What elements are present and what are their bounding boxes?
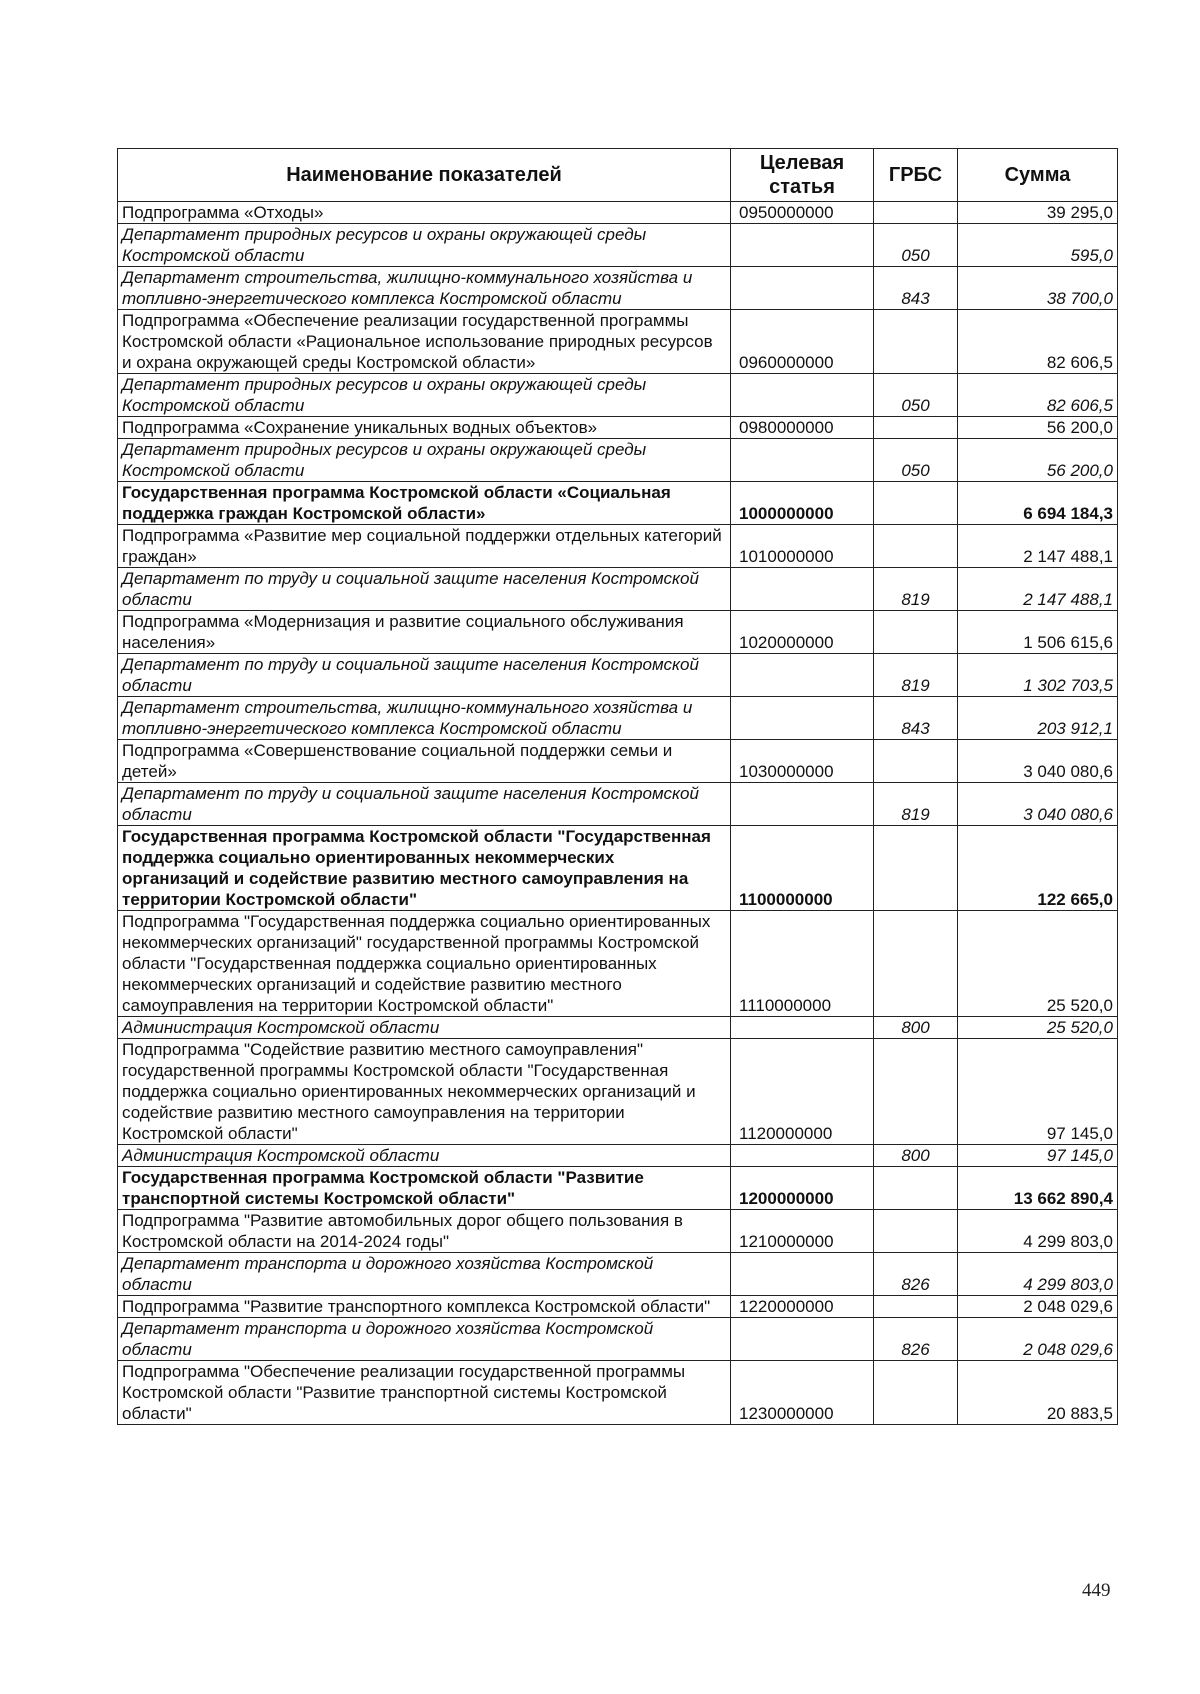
cell-name: Подпрограмма «Обеспечение реализации государственной программы Костромской области «Рациональное использование природных ресурсов и охрана окружающей среды Костромской области» (118, 310, 731, 374)
table-row (118, 568, 1118, 611)
cell-sum: 25 520,0 (958, 911, 1118, 1017)
cell-sum: 56 200,0 (958, 417, 1118, 439)
table-row (118, 1210, 1118, 1253)
cell-code: 1010000000 (731, 525, 874, 568)
budget-table (117, 148, 1118, 1425)
table-row (118, 826, 1118, 911)
cell-sum: 2 147 488,1 (958, 525, 1118, 568)
cell-grbs: 050 (874, 374, 958, 417)
cell-name: Департамент строительства, жилищно-коммунального хозяйства и топливно-энергетического комплекса Костромской области (118, 697, 731, 740)
cell-name: Департамент транспорта и дорожного хозяйства Костромской области (118, 1318, 731, 1361)
cell-sum: 122 665,0 (958, 826, 1118, 911)
cell-code (731, 267, 874, 310)
table-row (118, 654, 1118, 697)
cell-grbs: 050 (874, 224, 958, 267)
cell-grbs (874, 1039, 958, 1145)
table-row (118, 783, 1118, 826)
table-row (118, 439, 1118, 482)
cell-grbs: 819 (874, 568, 958, 611)
cell-sum: 38 700,0 (958, 267, 1118, 310)
table-row (118, 911, 1118, 1017)
cell-name: Департамент по труду и социальной защите населения Костромской области (118, 654, 731, 697)
page-number: 449 (1082, 1580, 1111, 1601)
cell-grbs (874, 1167, 958, 1210)
cell-code (731, 783, 874, 826)
table-row (118, 482, 1118, 525)
table-body (118, 202, 1118, 1425)
cell-grbs: 800 (874, 1017, 958, 1039)
table-row (118, 1318, 1118, 1361)
cell-sum: 2 048 029,6 (958, 1296, 1118, 1318)
cell-name: Администрация Костромской области (118, 1145, 731, 1167)
cell-sum: 39 295,0 (958, 202, 1118, 224)
cell-sum: 82 606,5 (958, 374, 1118, 417)
cell-code: 0950000000 (731, 202, 874, 224)
cell-name: Государственная программа Костромской области "Государственная поддержка социально ориентированных некоммерческих организаций и содействие развитию местного самоуправления на территории Костромской области" (118, 826, 731, 911)
cell-grbs: 843 (874, 267, 958, 310)
cell-name: Подпрограмма "Обеспечение реализации государственной программы Костромской области "Развитие транспортной системы Костромской области" (118, 1361, 731, 1425)
cell-name: Департамент транспорта и дорожного хозяйства Костромской области (118, 1253, 731, 1296)
header-code: Целевая статья (731, 149, 874, 202)
cell-name: Подпрограмма "Развитие автомобильных дорог общего пользования в Костромской области на 2014-2024 годы" (118, 1210, 731, 1253)
cell-code: 1120000000 (731, 1039, 874, 1145)
cell-name: Подпрограмма "Содействие развитию местного самоуправления" государственной программы Костромской области "Государственная поддержка социально ориентированных некоммерческих организаций и содействие развитию местного самоуправления на территории Костромской области" (118, 1039, 731, 1145)
cell-grbs: 843 (874, 697, 958, 740)
cell-sum: 1 506 615,6 (958, 611, 1118, 654)
header-sum: Сумма (958, 149, 1118, 202)
table-row (118, 374, 1118, 417)
cell-sum: 3 040 080,6 (958, 783, 1118, 826)
cell-grbs (874, 911, 958, 1017)
cell-grbs (874, 310, 958, 374)
cell-sum: 2 147 488,1 (958, 568, 1118, 611)
cell-name: Подпрограмма "Государственная поддержка социально ориентированных некоммерческих организаций" государственной программы Костромской области "Государственная поддержка социально ориентированных некоммерческих организаций и содействие развитию местного самоуправления на территории Костромской области" (118, 911, 731, 1017)
cell-grbs: 819 (874, 783, 958, 826)
cell-code (731, 568, 874, 611)
cell-sum: 97 145,0 (958, 1039, 1118, 1145)
budget-table-container (117, 148, 1117, 1425)
cell-sum: 3 040 080,6 (958, 740, 1118, 783)
cell-grbs (874, 417, 958, 439)
header-name: Наименование показателей (118, 149, 731, 202)
cell-sum: 13 662 890,4 (958, 1167, 1118, 1210)
table-row (118, 1039, 1118, 1145)
cell-code (731, 439, 874, 482)
cell-grbs (874, 740, 958, 783)
cell-code (731, 224, 874, 267)
table-row (118, 1253, 1118, 1296)
cell-code: 1200000000 (731, 1167, 874, 1210)
cell-grbs (874, 611, 958, 654)
cell-name: Департамент по труду и социальной защите населения Костромской области (118, 568, 731, 611)
cell-code: 1230000000 (731, 1361, 874, 1425)
cell-code (731, 1253, 874, 1296)
table-row (118, 1361, 1118, 1425)
cell-sum: 1 302 703,5 (958, 654, 1118, 697)
cell-code (731, 374, 874, 417)
cell-sum: 20 883,5 (958, 1361, 1118, 1425)
cell-code (731, 1145, 874, 1167)
cell-grbs: 800 (874, 1145, 958, 1167)
cell-code: 1020000000 (731, 611, 874, 654)
table-row (118, 202, 1118, 224)
cell-sum: 25 520,0 (958, 1017, 1118, 1039)
table-row (118, 525, 1118, 568)
cell-code (731, 1318, 874, 1361)
cell-grbs (874, 202, 958, 224)
cell-grbs (874, 1210, 958, 1253)
cell-grbs (874, 1361, 958, 1425)
cell-name: Департамент природных ресурсов и охраны окружающей среды Костромской области (118, 439, 731, 482)
cell-sum: 97 145,0 (958, 1145, 1118, 1167)
cell-sum: 595,0 (958, 224, 1118, 267)
table-row (118, 417, 1118, 439)
cell-name: Подпрограмма «Развитие мер социальной поддержки отдельных категорий граждан» (118, 525, 731, 568)
cell-grbs (874, 826, 958, 911)
cell-code: 1220000000 (731, 1296, 874, 1318)
cell-code (731, 697, 874, 740)
cell-sum: 82 606,5 (958, 310, 1118, 374)
cell-name: Подпрограмма «Совершенствование социальной поддержки семьи и детей» (118, 740, 731, 783)
table-row (118, 697, 1118, 740)
cell-grbs: 050 (874, 439, 958, 482)
cell-code: 1100000000 (731, 826, 874, 911)
cell-grbs: 826 (874, 1253, 958, 1296)
cell-grbs: 826 (874, 1318, 958, 1361)
cell-sum: 4 299 803,0 (958, 1210, 1118, 1253)
cell-code: 1210000000 (731, 1210, 874, 1253)
cell-name: Департамент по труду и социальной защите населения Костромской области (118, 783, 731, 826)
cell-code: 1030000000 (731, 740, 874, 783)
table-row (118, 267, 1118, 310)
cell-name: Государственная программа Костромской области "Развитие транспортной системы Костромской области" (118, 1167, 731, 1210)
cell-sum: 6 694 184,3 (958, 482, 1118, 525)
cell-name: Департамент природных ресурсов и охраны окружающей среды Костромской области (118, 224, 731, 267)
table-row (118, 1167, 1118, 1210)
cell-name: Государственная программа Костромской области «Социальная поддержка граждан Костромской области» (118, 482, 731, 525)
cell-name: Подпрограмма «Сохранение уникальных водных объектов» (118, 417, 731, 439)
cell-sum: 4 299 803,0 (958, 1253, 1118, 1296)
cell-grbs (874, 1296, 958, 1318)
table-row (118, 740, 1118, 783)
cell-code: 0980000000 (731, 417, 874, 439)
cell-grbs (874, 525, 958, 568)
cell-code: 1110000000 (731, 911, 874, 1017)
cell-name: Администрация Костромской области (118, 1017, 731, 1039)
table-row (118, 1145, 1118, 1167)
cell-code: 1000000000 (731, 482, 874, 525)
header-grbs: ГРБС (874, 149, 958, 202)
cell-grbs: 819 (874, 654, 958, 697)
table-row (118, 310, 1118, 374)
cell-name: Департамент природных ресурсов и охраны окружающей среды Костромской области (118, 374, 731, 417)
table-row (118, 1017, 1118, 1039)
cell-code: 0960000000 (731, 310, 874, 374)
cell-code (731, 1017, 874, 1039)
table-row (118, 224, 1118, 267)
cell-sum: 2 048 029,6 (958, 1318, 1118, 1361)
cell-sum: 56 200,0 (958, 439, 1118, 482)
cell-code (731, 654, 874, 697)
cell-grbs (874, 482, 958, 525)
cell-name: Подпрограмма "Развитие транспортного комплекса Костромской области" (118, 1296, 731, 1318)
cell-name: Департамент строительства, жилищно-коммунального хозяйства и топливно-энергетического комплекса Костромской области (118, 267, 731, 310)
table-row (118, 611, 1118, 654)
cell-sum: 203 912,1 (958, 697, 1118, 740)
table-row (118, 1296, 1118, 1318)
cell-name: Подпрограмма «Отходы» (118, 202, 731, 224)
cell-name: Подпрограмма «Модернизация и развитие социального обслуживания населения» (118, 611, 731, 654)
table-header-row (118, 149, 1118, 202)
